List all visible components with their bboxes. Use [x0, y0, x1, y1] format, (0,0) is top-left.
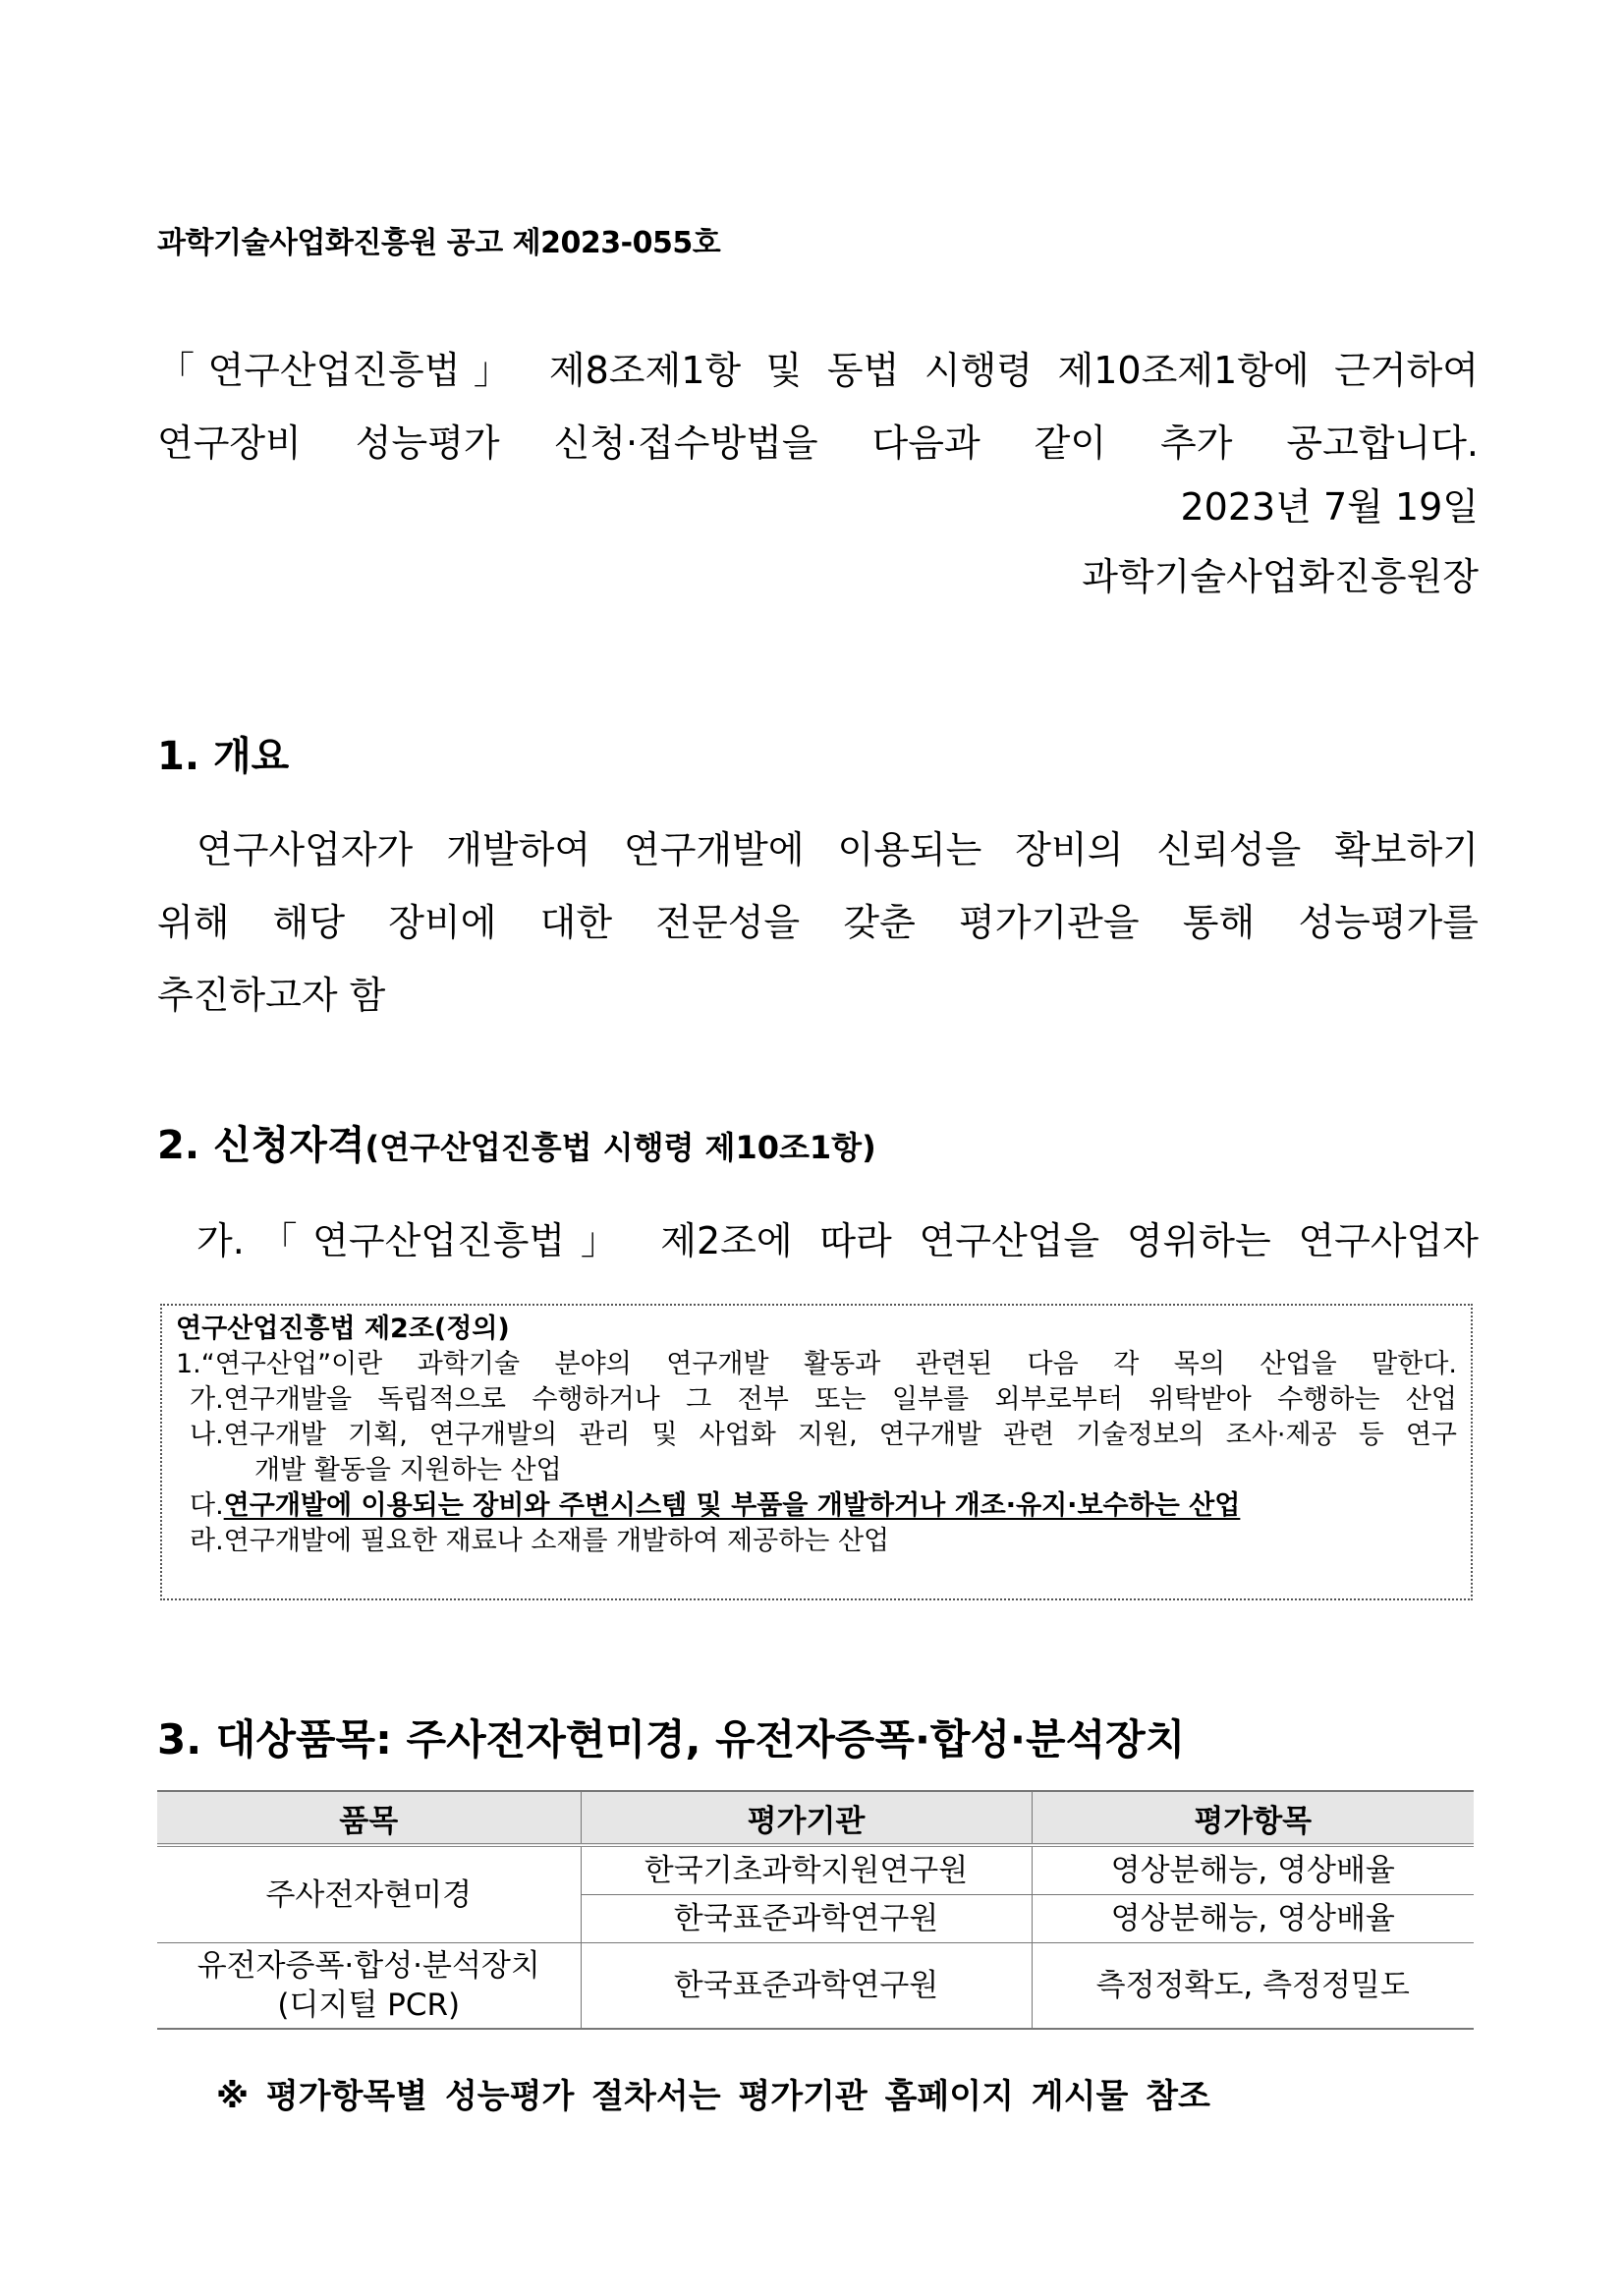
table-cell-item: 주사전자현미경: [157, 1845, 581, 1943]
section-3-heading: 3. 대상품목: 주사전자현미경, 유전자증폭·합성·분석장치: [157, 1715, 1186, 1764]
item-name: 유전자증폭·합성·분석장치: [196, 1948, 540, 1984]
notice-date: 2023년 7월 19일: [1180, 485, 1479, 529]
table-cell-item: [157, 1943, 581, 2030]
clause-text: 개발 활동을 지원하는 산업: [254, 1455, 562, 1485]
law-excerpt-title: 연구산업진흥법 제2조(정의): [176, 1314, 510, 1344]
section-1-heading: 1. 개요: [157, 734, 290, 779]
clause-text: 연구개발을 독립적으로 수행하거나 그 전부 또는 일부를 외부로부터 위탁받아 수행하는 산업: [223, 1384, 1457, 1415]
section-2-heading: [157, 1114, 876, 1170]
clause-mark: 라.: [190, 1526, 224, 1556]
section-2-legal-basis: (연구산업진흥법 시행령 제10조1항): [364, 1129, 876, 1166]
section-1-line: 추진하고자 함: [157, 974, 386, 1017]
reference-note: ※ 평가항목별 성능평가 절차서는 평가기관 홈페이지 게시물 참조: [216, 2077, 1210, 2116]
table-cell-evaluation: 영상분해능, 영상배율: [1032, 1895, 1474, 1943]
law-item-na-continued: [176, 1453, 1457, 1488]
table-row: [157, 1943, 1474, 2030]
intro-line: 연구장비 성능평가 신청·접수방법을 다음과 같이 추가 공고합니다.: [157, 421, 1479, 465]
table-row: [157, 1845, 1474, 1895]
law-item-ga: [176, 1382, 1457, 1418]
section-2-title: 2. 신청자격: [157, 1123, 365, 1168]
table-header-row: [157, 1791, 1474, 1845]
clause-mark: 1.: [176, 1349, 201, 1379]
clause-text: “연구산업”이란 과학기술 분야의 연구개발 활동과 관련된 다음 각 목의 산업을 말한다.: [200, 1349, 1457, 1379]
law-item-ra: [176, 1524, 1457, 1559]
target-items-table: [157, 1790, 1474, 2030]
law-item-da: [176, 1488, 1457, 1524]
table-cell-evaluation: 측정정확도, 측정정밀도: [1032, 1943, 1474, 2030]
item-subname: (디지털 PCR): [277, 1988, 461, 2023]
column-header-item: 품목: [157, 1791, 581, 1845]
column-header-evaluation: 평가항목: [1032, 1791, 1474, 1845]
clause-text-emphasized: 연구개발에 이용되는 장비와 주변시스템 및 부품을 개발하거나 개조·유지·보수하는 산업: [223, 1490, 1241, 1521]
section-1-line: 연구사업자가 개발하여 연구개발에 이용되는 장비의 신뢰성을 확보하기: [196, 828, 1479, 871]
section-2-item-ga: 가.「연구산업진흥법」 제2조에 따라 연구산업을 영위하는 연구사업자: [196, 1219, 1479, 1262]
notice-issuer: 과학기술사업화진흥원장: [1082, 555, 1479, 598]
intro-paragraph: [157, 334, 1479, 479]
law-clause-1: [176, 1347, 1457, 1382]
table-cell-organization: 한국표준과학연구원: [581, 1895, 1032, 1943]
law-item-na: [176, 1418, 1457, 1453]
section-1-line: 위해 해당 장비에 대한 전문성을 갖춘 평가기관을 통해 성능평가를: [157, 901, 1479, 944]
clause-mark: 다.: [190, 1490, 224, 1521]
section-1-body: [157, 813, 1479, 1032]
clause-text: 연구개발 기획, 연구개발의 관리 및 사업화 지원, 연구개발 관련 기술정보의 조사·제공 등 연구: [223, 1420, 1457, 1450]
intro-line: 「연구산업진흥법」 제8조제1항 및 동법 시행령 제10조제1항에 근거하여: [157, 349, 1479, 392]
table-cell-organization: 한국기초과학지원연구원: [581, 1845, 1032, 1895]
clause-mark: 나.: [190, 1420, 224, 1450]
clause-mark: 가.: [190, 1384, 224, 1415]
clause-text: 연구개발에 필요한 재료나 소재를 개발하여 제공하는 산업: [223, 1526, 890, 1556]
table-cell-evaluation: 영상분해능, 영상배율: [1032, 1845, 1474, 1895]
law-excerpt-box: [160, 1304, 1473, 1600]
notice-number: 과학기술사업화진흥원 공고 제2023-055호: [157, 226, 721, 260]
column-header-organization: 평가기관: [581, 1791, 1032, 1845]
table-cell-organization: 한국표준과학연구원: [581, 1943, 1032, 2030]
